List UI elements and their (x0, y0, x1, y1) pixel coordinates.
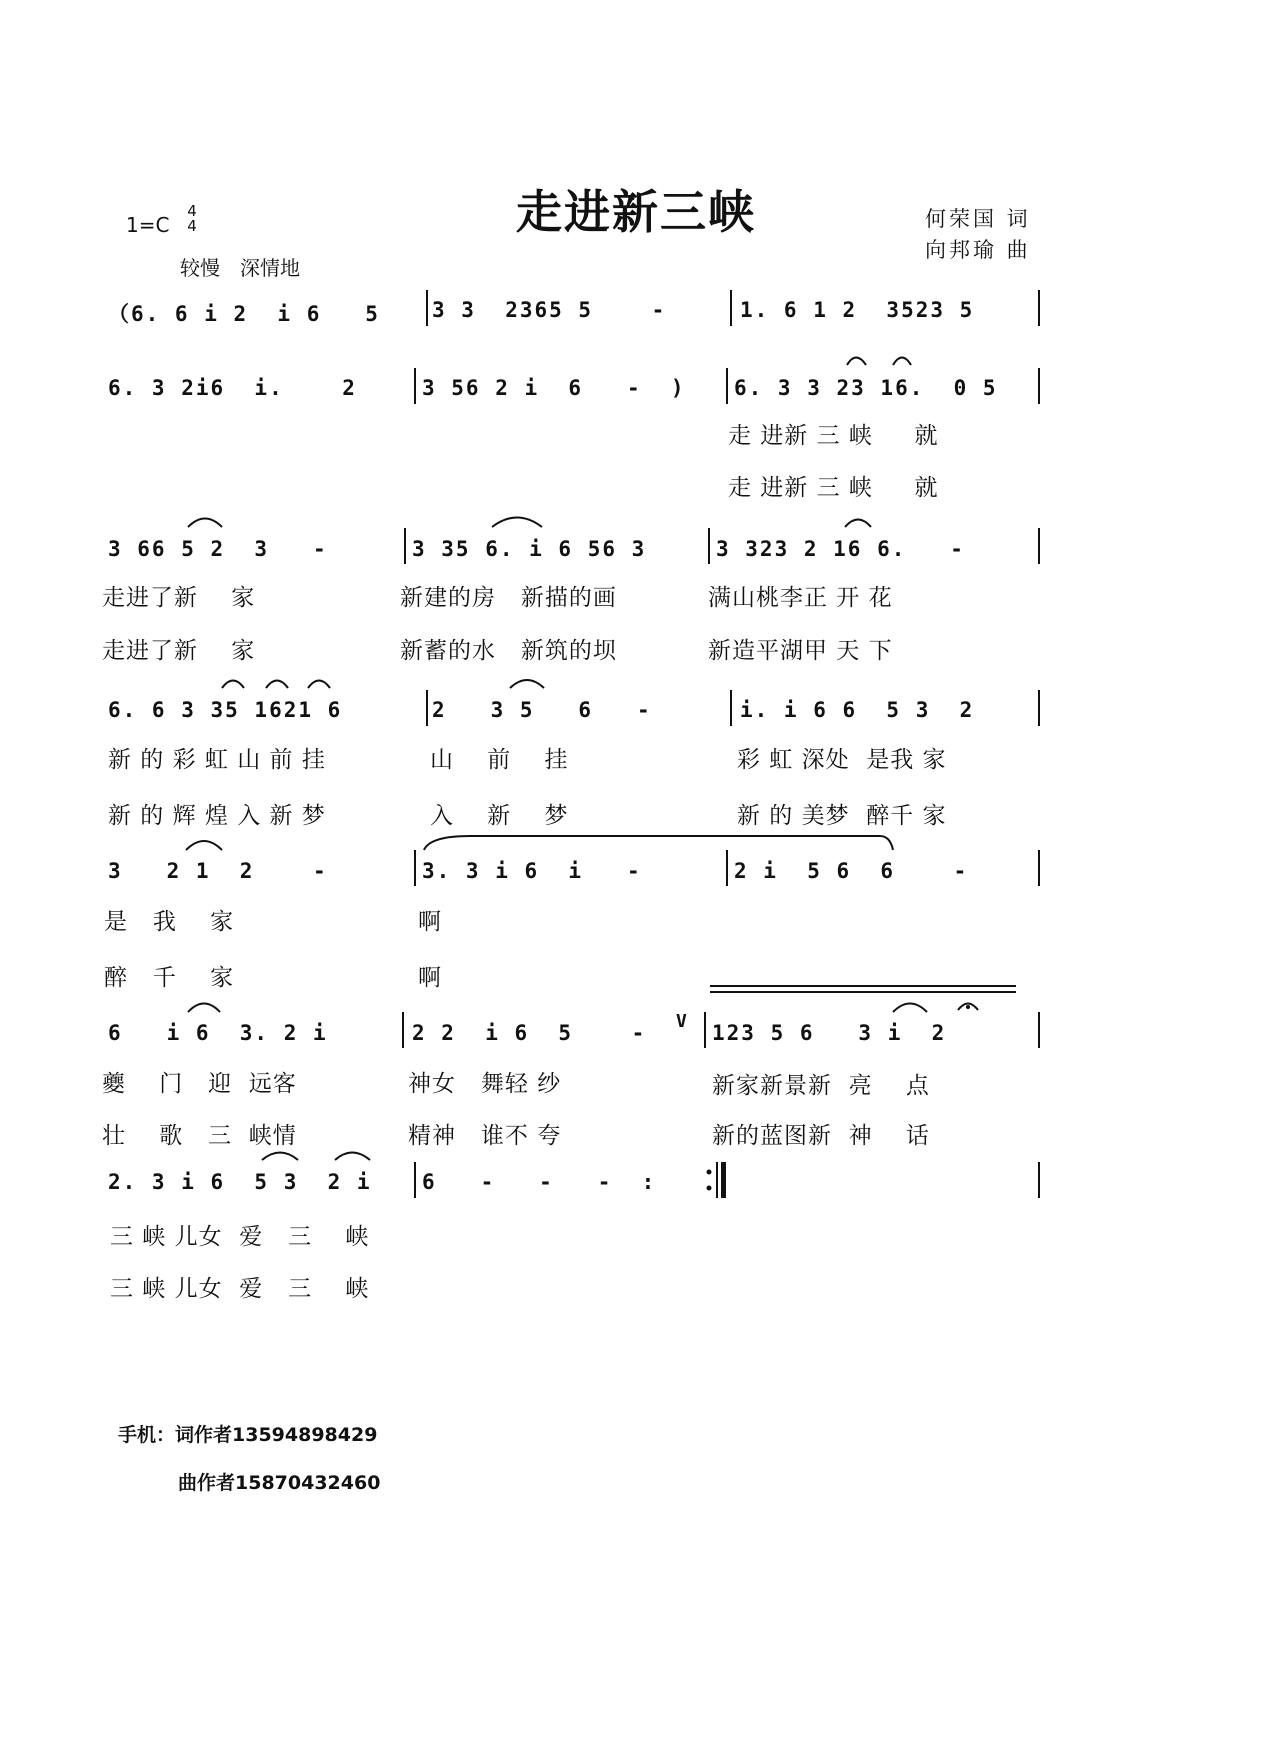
notes-line4-m1: 6. 6 3 35 1621 6 (108, 698, 343, 722)
slur (893, 358, 911, 366)
lyric-line6-v2-m3: 新的蓝图新 神 话 (712, 1123, 930, 1149)
lyric-line6-v2-m1: 壮 歌 三 峡情 (102, 1123, 297, 1149)
lyric-line3-v2-m2: 新蓄的水 新筑的坝 (400, 638, 617, 664)
lyric-line5-v2-m1: 醉 千 家 (104, 965, 235, 991)
notes-line7-m1: 2. 3 i 6 5 3 2 i (108, 1170, 372, 1194)
lyric-line5-v2-m2: 啊 (418, 965, 442, 991)
slur (847, 358, 866, 366)
notes-line6-m3: 123 5 6 3 i 2 (712, 1021, 947, 1045)
lyric-line4-v2-m1: 新 的 辉 煌 入 新 梦 (108, 803, 326, 829)
lyric-line4-v2-m2: 入 新 梦 (430, 803, 569, 829)
slur (262, 1153, 298, 1161)
lyric-line6-v1-m3: 新家新景新 亮 点 (712, 1073, 930, 1099)
repeat-dot (707, 1170, 712, 1175)
time-signature-top: 4 (187, 202, 197, 220)
slur (335, 1153, 370, 1161)
slur (510, 680, 544, 688)
slur (308, 681, 330, 689)
slur (222, 681, 244, 689)
notes-line2-m2: 3 56 2 i 6 - ) (422, 376, 686, 400)
lyricist-credit: 何荣国 词 (925, 207, 1031, 231)
lyric-line3-v1-m1: 走进了新 家 (102, 585, 256, 611)
notes-line2-m1: 6. 3 2i6 i. 2 (108, 376, 357, 400)
tempo-marking: 较慢 深情地 (180, 256, 300, 280)
lyric-line4-v1-m1: 新 的 彩 虹 山 前 挂 (108, 747, 326, 773)
long-slur (424, 836, 893, 850)
lyric-line6-v2-m2: 精神 谁不 夸 (408, 1123, 562, 1149)
slur (266, 681, 288, 689)
lyric-line2-v1: 走 进新 三 峡 就 (728, 423, 939, 449)
slur (188, 1004, 220, 1013)
notes-line6-m2: 2 2 i 6 5 - (412, 1021, 647, 1045)
lyric-line3-v1-m3: 满山桃李正 开 花 (708, 585, 893, 611)
lyric-line4-v1-m2: 山 前 挂 (430, 747, 569, 773)
notes-line1-m1: （6. 6 i 2 i 6 5 (108, 302, 380, 326)
notes-line1-m2: 3 3 2365 5 - (432, 298, 667, 322)
lyric-line3-v2-m1: 走进了新 家 (102, 638, 256, 664)
lyric-line7-v1: 三 峡 儿女 爱 三 峡 (110, 1224, 370, 1250)
lyric-line7-v2: 三 峡 儿女 爱 三 峡 (110, 1276, 370, 1302)
lyric-line3-v2-m3: 新造平湖甲 天 下 (708, 638, 893, 664)
slur (845, 520, 871, 528)
slur (893, 1004, 927, 1013)
notes-line6-m1: 6 i 6 3. 2 i (108, 1021, 328, 1045)
composer-phone: 曲作者15870432460 (178, 1472, 381, 1494)
lyric-line2-v2: 走 进新 三 峡 就 (728, 475, 939, 501)
lyric-line6-v1-m1: 夔 门 迎 远客 (102, 1071, 297, 1097)
fermata-dot (966, 1005, 970, 1009)
notes-line3-m2: 3 35 6. i 6 56 3 (412, 537, 647, 561)
repeat-dot (707, 1186, 712, 1191)
notes-line5-m3: 2 i 5 6 6 - (734, 859, 969, 883)
time-signature-bottom: 4 (187, 217, 197, 235)
notes-line1-m3: 1. 6 1 2 3523 5 (740, 298, 975, 322)
notes-line3-m3: 3 323 2 16 6. - (716, 537, 965, 561)
slur (492, 518, 542, 528)
notes-line5-m2: 3. 3 i 6 i - (422, 859, 642, 883)
lyric-line6-v1-m2: 神女 舞轻 纱 (408, 1071, 562, 1097)
lyric-line3-v1-m2: 新建的房 新描的画 (400, 585, 617, 611)
breath-mark: V (676, 1011, 689, 1032)
notes-line2-m3: 6. 3 3 23 16. 0 5 (734, 376, 998, 400)
key-signature: 1=C (126, 213, 170, 237)
song-title: 走进新三峡 (516, 185, 756, 239)
composer-credit: 向邦瑜 曲 (925, 238, 1031, 262)
notes-line7-m2: 6 - - - : (422, 1170, 657, 1194)
slur (186, 841, 222, 850)
notes-line5-m1: 3 2 1 2 - (108, 859, 328, 883)
lyric-line5-v1-m1: 是 我 家 (104, 909, 235, 935)
lyric-line4-v1-m3: 彩 虹 深处 是我 家 (737, 747, 947, 773)
notes-line4-m2: 2 3 5 6 - (432, 698, 652, 722)
lyric-line5-v1-m2: 啊 (418, 909, 442, 935)
lyric-line4-v2-m3: 新 的 美梦 醉千 家 (737, 803, 947, 829)
slur (188, 519, 222, 528)
notes-line4-m3: i. i 6 6 5 3 2 (740, 698, 975, 722)
lyricist-phone: 手机：词作者13594898429 (118, 1424, 378, 1446)
notes-line3-m1: 3 66 5 2 3 - (108, 537, 328, 561)
